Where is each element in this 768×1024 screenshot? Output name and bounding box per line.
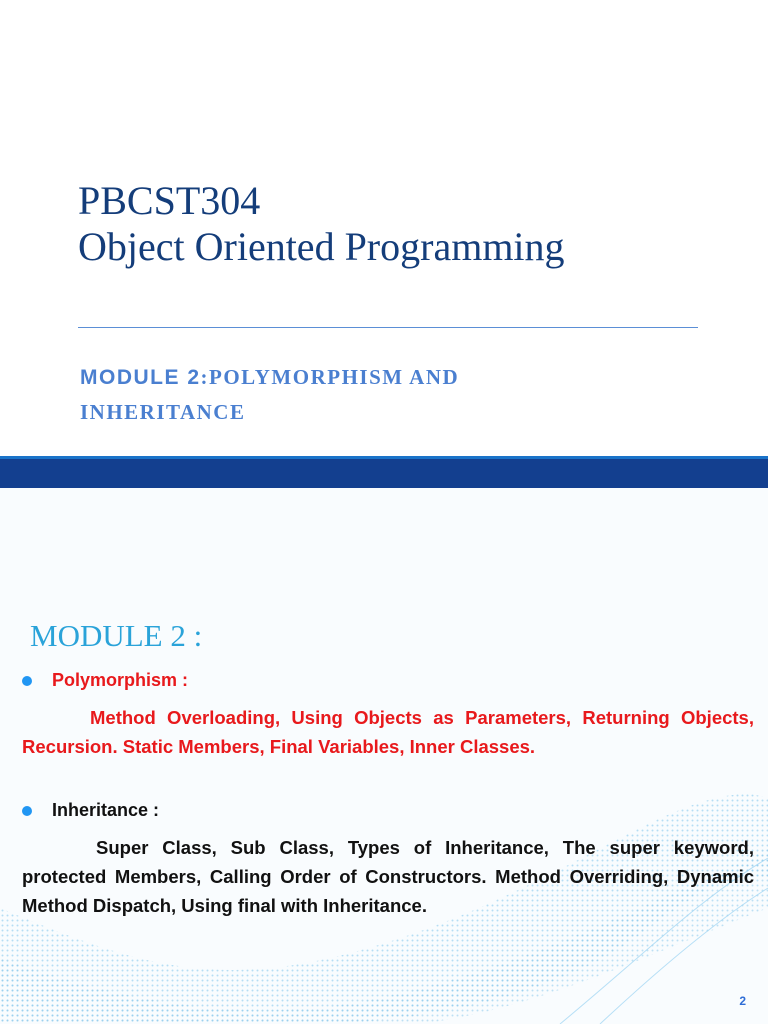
title-divider (78, 327, 698, 328)
module-title-line2: INHERITANCE (80, 400, 246, 424)
course-title: Object Oriented Programming (78, 224, 565, 269)
bullet-dot-icon (22, 676, 32, 686)
module-heading: MODULE 2 : (30, 618, 203, 653)
bullet-inheritance (22, 800, 159, 821)
topic-label-inheritance: Inheritance : (52, 800, 160, 820)
content-slide (0, 488, 768, 1024)
bullet-dot-icon (22, 806, 32, 816)
band-bar (0, 459, 768, 488)
topic-description-polymorphism: Method Overloading, Using Objects as Parameters, Returning Objects, Recursion. Static Members, Final Variables, Inner Classes. (22, 707, 754, 757)
module-subtitle (80, 360, 680, 429)
title-slide (0, 0, 768, 488)
topic-label-polymorphism: Polymorphism : (52, 670, 189, 690)
bullet-polymorphism (22, 670, 188, 691)
topic-description-inheritance: Super Class, Sub Class, Types of Inheritance, The super keyword, protected Members, Calling Order of Constructors. Method Overriding, Dynamic Method Dispatch, Using final with Inheritance. (22, 837, 754, 916)
course-code: PBCST304 (78, 178, 261, 223)
module-label: MODULE 2 (80, 366, 201, 389)
module-title: :POLYMORPHISM AND (200, 365, 460, 389)
page-number: 2 (739, 994, 746, 1008)
title-block (78, 178, 565, 270)
